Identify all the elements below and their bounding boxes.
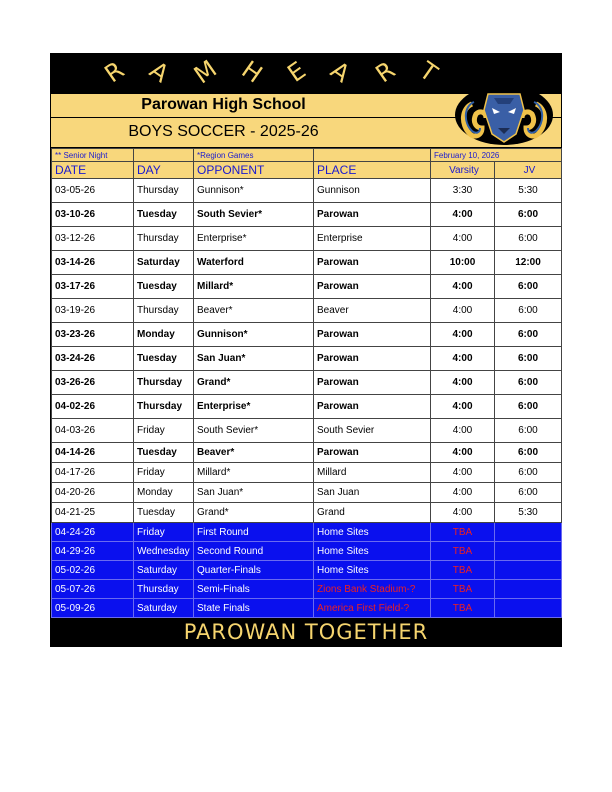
senior-night-note: ** Senior Night bbox=[52, 149, 134, 162]
game-opponent: South Sevier* bbox=[194, 203, 314, 227]
banner-letter: R bbox=[99, 55, 130, 89]
game-date: 03-24-26 bbox=[52, 347, 134, 371]
game-varsity: 4:00 bbox=[431, 347, 495, 371]
game-place: Grand bbox=[314, 503, 431, 523]
game-place: Parowan bbox=[314, 203, 431, 227]
game-place: Millard bbox=[314, 463, 431, 483]
game-opponent: Millard* bbox=[194, 463, 314, 483]
game-opponent: Waterford bbox=[194, 251, 314, 275]
playoff-day: Thursday bbox=[134, 580, 194, 599]
ram-head-logo-icon bbox=[454, 84, 554, 146]
game-jv: 6:00 bbox=[495, 299, 562, 323]
playoff-place: Home Sites bbox=[314, 561, 431, 580]
game-jv: 6:00 bbox=[495, 323, 562, 347]
game-opponent: San Juan* bbox=[194, 347, 314, 371]
schedule-sheet bbox=[50, 53, 562, 647]
playoff-row bbox=[52, 542, 562, 561]
playoff-jv bbox=[495, 523, 562, 542]
playoff-row bbox=[52, 523, 562, 542]
game-varsity: 4:00 bbox=[431, 395, 495, 419]
game-varsity: 4:00 bbox=[431, 275, 495, 299]
game-jv: 6:00 bbox=[495, 395, 562, 419]
game-opponent: San Juan* bbox=[194, 483, 314, 503]
game-row bbox=[52, 251, 562, 275]
game-date: 04-21-25 bbox=[52, 503, 134, 523]
playoff-opponent: First Round bbox=[194, 523, 314, 542]
game-opponent: Beaver* bbox=[194, 443, 314, 463]
playoff-jv bbox=[495, 542, 562, 561]
game-jv: 6:00 bbox=[495, 463, 562, 483]
game-varsity: 4:00 bbox=[431, 483, 495, 503]
schedule-date-note: February 10, 2026 bbox=[431, 149, 562, 162]
playoff-row bbox=[52, 599, 562, 618]
game-varsity: 4:00 bbox=[431, 203, 495, 227]
game-date: 04-20-26 bbox=[52, 483, 134, 503]
game-row bbox=[52, 323, 562, 347]
banner-letter: M bbox=[188, 54, 222, 90]
game-jv: 6:00 bbox=[495, 419, 562, 443]
banner-letter: T bbox=[414, 56, 443, 88]
game-day: Monday bbox=[134, 323, 194, 347]
game-jv: 6:00 bbox=[495, 275, 562, 299]
sport-title: BOYS SOCCER - 2025-26 bbox=[128, 123, 319, 140]
game-place: Parowan bbox=[314, 371, 431, 395]
game-day: Thursday bbox=[134, 371, 194, 395]
game-varsity: 4:00 bbox=[431, 227, 495, 251]
footer-slogan: PAROWAN TOGETHER bbox=[51, 618, 561, 646]
game-day: Tuesday bbox=[134, 347, 194, 371]
region-games-note: *Region Games bbox=[194, 149, 314, 162]
header-date: DATE bbox=[52, 162, 134, 179]
game-day: Saturday bbox=[134, 251, 194, 275]
game-day: Monday bbox=[134, 483, 194, 503]
header-row bbox=[52, 162, 562, 179]
banner-letter: A bbox=[325, 55, 356, 89]
game-row bbox=[52, 179, 562, 203]
game-jv: 6:00 bbox=[495, 347, 562, 371]
game-opponent: Gunnison* bbox=[194, 179, 314, 203]
header-varsity: Varsity bbox=[431, 162, 495, 179]
game-row bbox=[52, 463, 562, 483]
game-opponent: Gunnison* bbox=[194, 323, 314, 347]
playoff-varsity: TBA bbox=[431, 599, 495, 618]
game-row bbox=[52, 483, 562, 503]
game-opponent: Beaver* bbox=[194, 299, 314, 323]
game-date: 03-05-26 bbox=[52, 179, 134, 203]
game-row bbox=[52, 275, 562, 299]
game-date: 04-03-26 bbox=[52, 419, 134, 443]
playoff-jv bbox=[495, 599, 562, 618]
game-jv: 6:00 bbox=[495, 443, 562, 463]
playoff-opponent: Quarter-Finals bbox=[194, 561, 314, 580]
game-place: South Sevier bbox=[314, 419, 431, 443]
banner-letters bbox=[99, 54, 443, 90]
game-place: Beaver bbox=[314, 299, 431, 323]
game-varsity: 4:00 bbox=[431, 463, 495, 483]
playoff-date: 05-07-26 bbox=[52, 580, 134, 599]
game-row bbox=[52, 203, 562, 227]
game-date: 04-17-26 bbox=[52, 463, 134, 483]
game-varsity: 4:00 bbox=[431, 503, 495, 523]
schedule-table bbox=[51, 148, 562, 618]
game-date: 03-17-26 bbox=[52, 275, 134, 299]
game-row bbox=[52, 299, 562, 323]
playoff-varsity: TBA bbox=[431, 561, 495, 580]
header-day: DAY bbox=[134, 162, 194, 179]
playoff-row bbox=[52, 561, 562, 580]
header-place: PLACE bbox=[314, 162, 431, 179]
game-row bbox=[52, 227, 562, 251]
game-date: 03-26-26 bbox=[52, 371, 134, 395]
game-varsity: 4:00 bbox=[431, 419, 495, 443]
game-place: Parowan bbox=[314, 347, 431, 371]
game-place: Parowan bbox=[314, 251, 431, 275]
game-place: San Juan bbox=[314, 483, 431, 503]
game-opponent: Grand* bbox=[194, 503, 314, 523]
playoff-place: America First Field-? bbox=[314, 599, 431, 618]
playoff-date: 05-09-26 bbox=[52, 599, 134, 618]
game-opponent: Millard* bbox=[194, 275, 314, 299]
game-place: Enterprise bbox=[314, 227, 431, 251]
playoff-place: Zions Bank Stadium-? bbox=[314, 580, 431, 599]
game-day: Tuesday bbox=[134, 443, 194, 463]
game-opponent: Enterprise* bbox=[194, 227, 314, 251]
game-jv: 6:00 bbox=[495, 483, 562, 503]
notes-row bbox=[52, 149, 562, 162]
banner-letter: A bbox=[144, 55, 174, 89]
playoff-place: Home Sites bbox=[314, 542, 431, 561]
game-row bbox=[52, 503, 562, 523]
game-day: Tuesday bbox=[134, 203, 194, 227]
game-varsity: 4:00 bbox=[431, 443, 495, 463]
playoff-jv bbox=[495, 561, 562, 580]
game-row bbox=[52, 371, 562, 395]
game-date: 03-19-26 bbox=[52, 299, 134, 323]
game-date: 03-14-26 bbox=[52, 251, 134, 275]
playoff-opponent: State Finals bbox=[194, 599, 314, 618]
banner-letter: E bbox=[282, 56, 312, 88]
notes-empty-cell bbox=[134, 149, 194, 162]
game-jv: 5:30 bbox=[495, 503, 562, 523]
game-row bbox=[52, 395, 562, 419]
playoff-jv bbox=[495, 580, 562, 599]
game-row bbox=[52, 347, 562, 371]
notes-empty-cell bbox=[314, 149, 431, 162]
game-date: 03-23-26 bbox=[52, 323, 134, 347]
game-row bbox=[52, 419, 562, 443]
game-opponent: Enterprise* bbox=[194, 395, 314, 419]
playoff-opponent: Semi-Finals bbox=[194, 580, 314, 599]
game-place: Parowan bbox=[314, 275, 431, 299]
game-day: Tuesday bbox=[134, 275, 194, 299]
game-date: 04-14-26 bbox=[52, 443, 134, 463]
playoff-varsity: TBA bbox=[431, 523, 495, 542]
game-jv: 12:00 bbox=[495, 251, 562, 275]
game-opponent: Grand* bbox=[194, 371, 314, 395]
playoff-row bbox=[52, 580, 562, 599]
game-jv: 6:00 bbox=[495, 227, 562, 251]
playoff-date: 05-02-26 bbox=[52, 561, 134, 580]
game-varsity: 4:00 bbox=[431, 323, 495, 347]
game-place: Parowan bbox=[314, 323, 431, 347]
playoff-place: Home Sites bbox=[314, 523, 431, 542]
header-jv: JV bbox=[495, 162, 562, 179]
game-place: Gunnison bbox=[314, 179, 431, 203]
game-jv: 6:00 bbox=[495, 371, 562, 395]
game-day: Thursday bbox=[134, 227, 194, 251]
game-varsity: 10:00 bbox=[431, 251, 495, 275]
game-day: Friday bbox=[134, 419, 194, 443]
playoff-day: Saturday bbox=[134, 561, 194, 580]
playoff-opponent: Second Round bbox=[194, 542, 314, 561]
game-date: 03-10-26 bbox=[52, 203, 134, 227]
banner-letter: H bbox=[237, 55, 268, 89]
game-varsity: 3:30 bbox=[431, 179, 495, 203]
game-jv: 5:30 bbox=[495, 179, 562, 203]
game-varsity: 4:00 bbox=[431, 299, 495, 323]
game-day: Thursday bbox=[134, 299, 194, 323]
game-day: Friday bbox=[134, 463, 194, 483]
game-jv: 6:00 bbox=[495, 203, 562, 227]
game-place: Parowan bbox=[314, 395, 431, 419]
game-date: 03-12-26 bbox=[52, 227, 134, 251]
game-day: Thursday bbox=[134, 179, 194, 203]
playoff-day: Wednesday bbox=[134, 542, 194, 561]
game-opponent: South Sevier* bbox=[194, 419, 314, 443]
school-name: Parowan High School bbox=[141, 96, 306, 113]
game-date: 04-02-26 bbox=[52, 395, 134, 419]
playoff-date: 04-29-26 bbox=[52, 542, 134, 561]
game-place: Parowan bbox=[314, 443, 431, 463]
game-day: Thursday bbox=[134, 395, 194, 419]
game-row bbox=[52, 443, 562, 463]
playoff-varsity: TBA bbox=[431, 542, 495, 561]
game-day: Tuesday bbox=[134, 503, 194, 523]
playoff-varsity: TBA bbox=[431, 580, 495, 599]
game-varsity: 4:00 bbox=[431, 371, 495, 395]
playoff-date: 04-24-26 bbox=[52, 523, 134, 542]
playoff-day: Friday bbox=[134, 523, 194, 542]
header-opponent: OPPONENT bbox=[194, 162, 314, 179]
banner-letter: R bbox=[370, 55, 400, 89]
playoff-day: Saturday bbox=[134, 599, 194, 618]
